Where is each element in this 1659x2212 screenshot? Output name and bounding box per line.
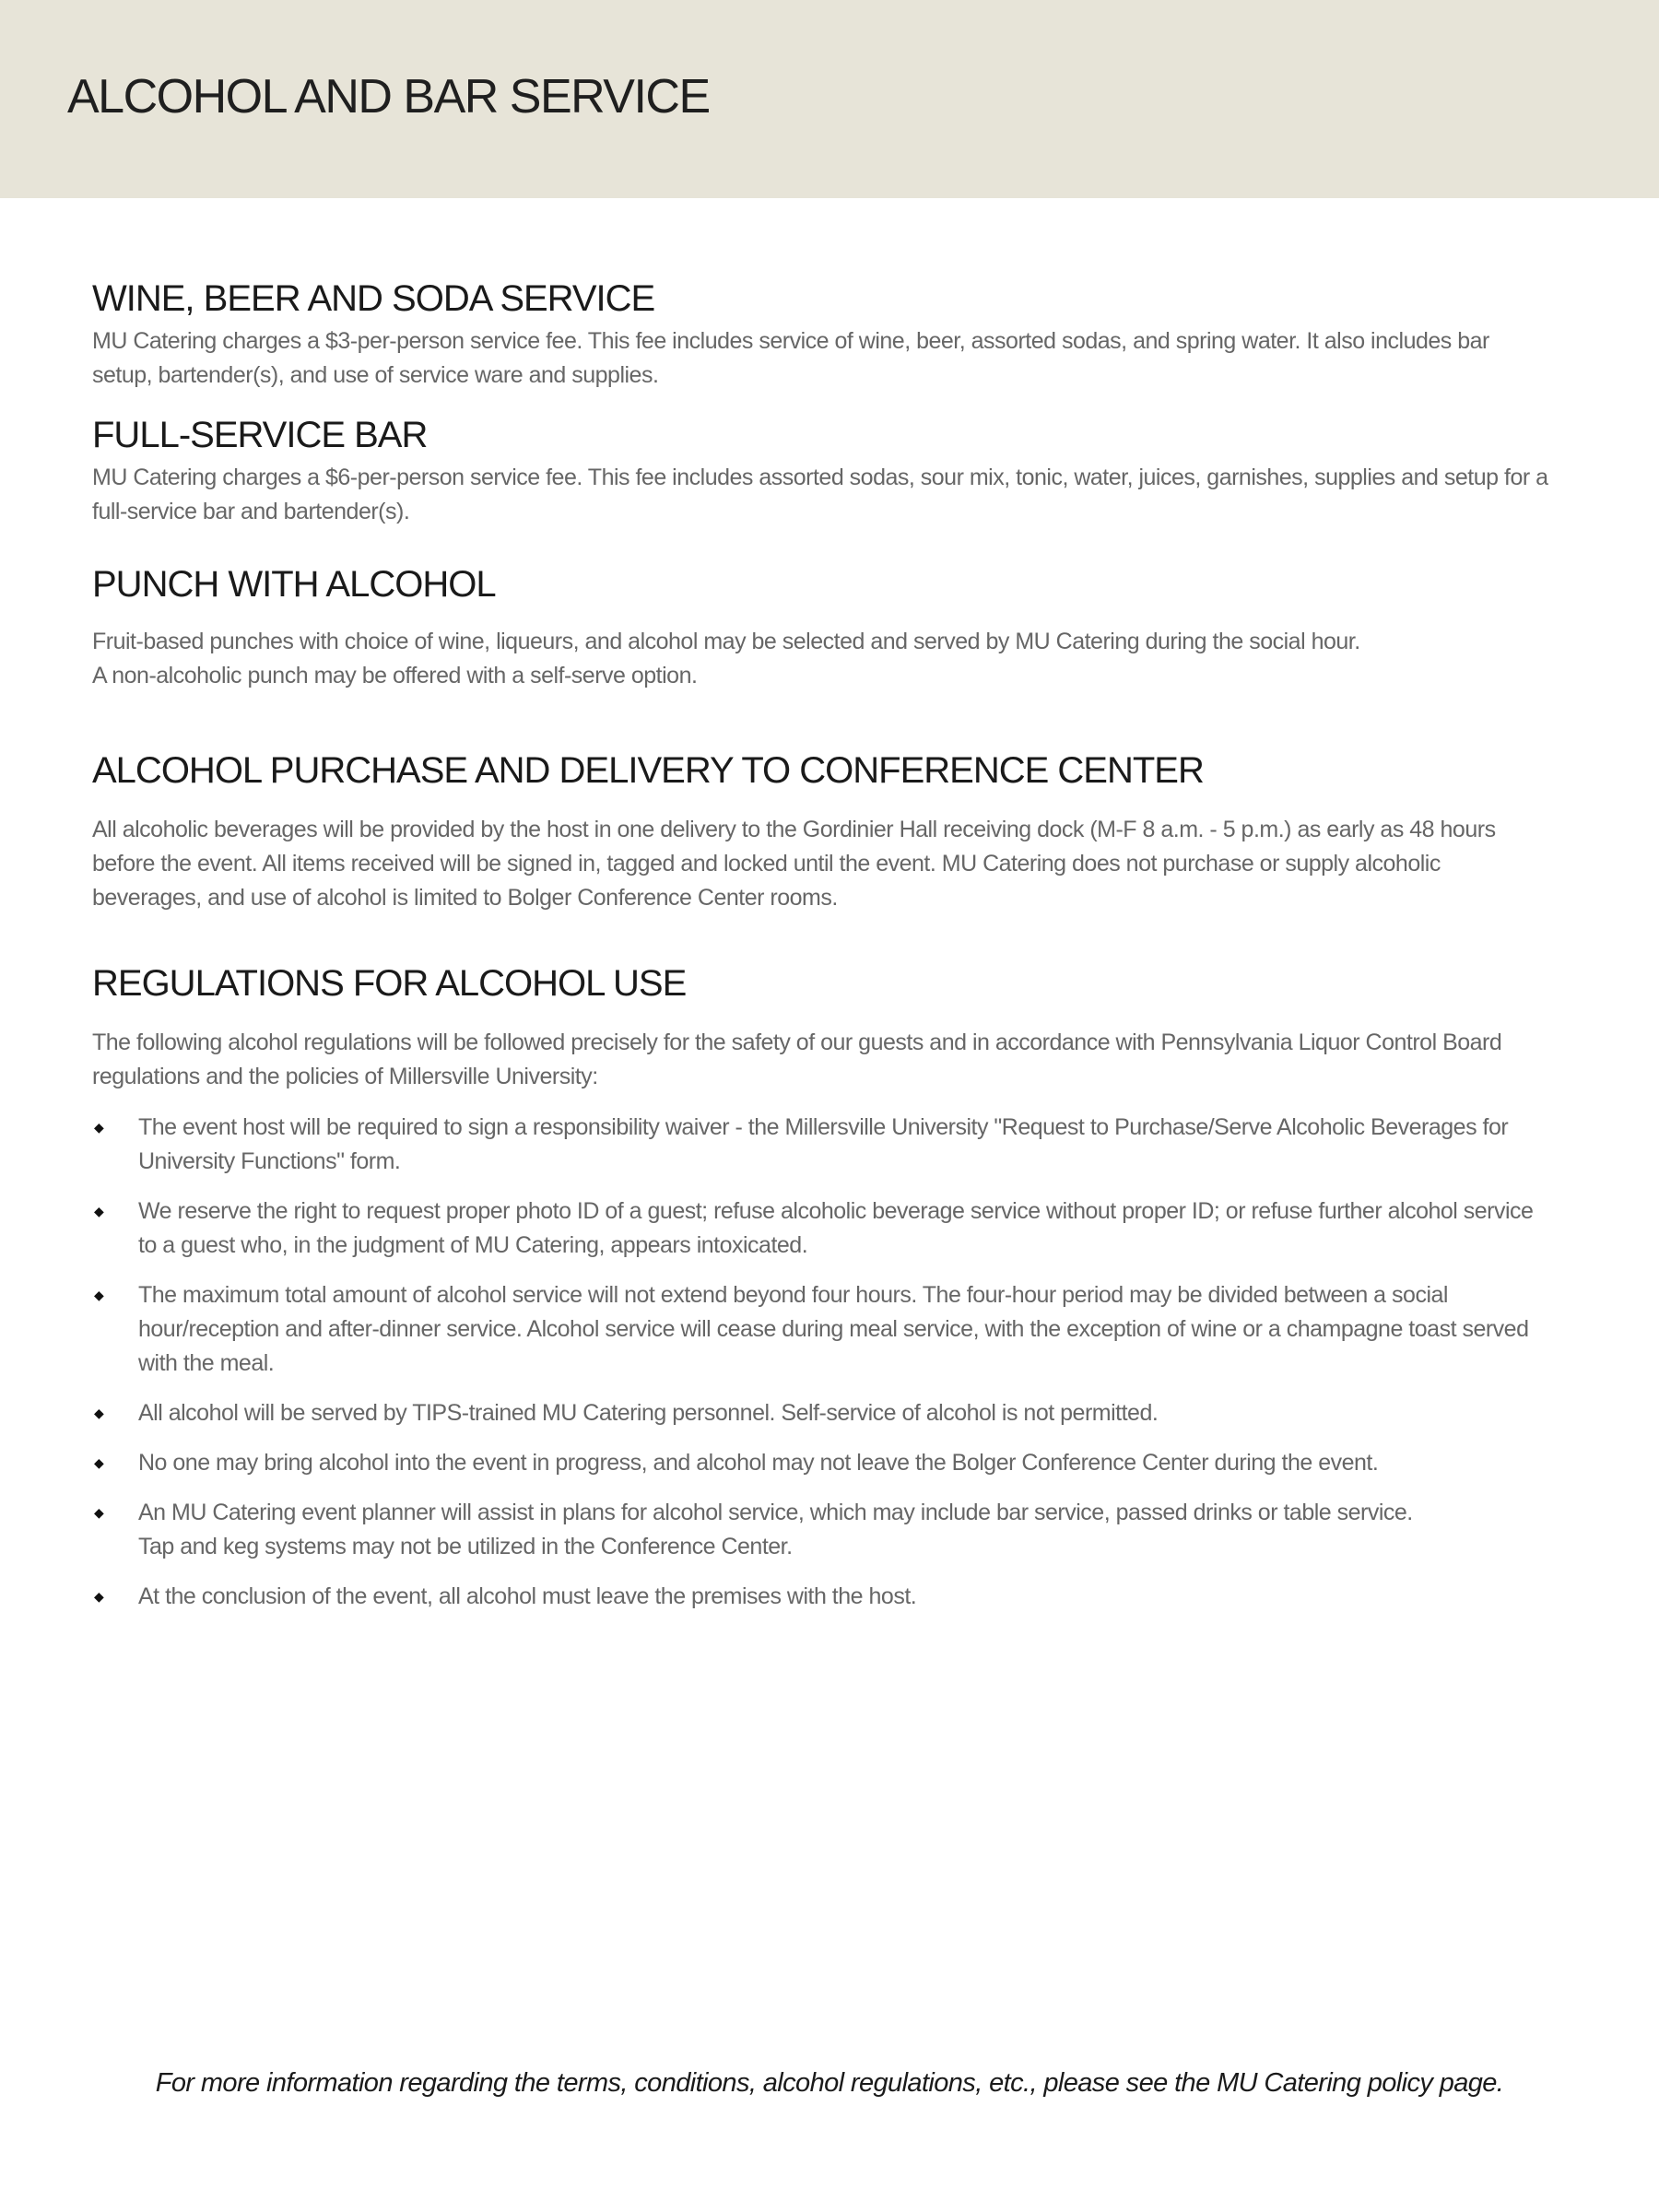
- section-wine-beer-soda: [92, 276, 1548, 393]
- section-body-line-2: A non-alcoholic punch may be offered with a self-serve option.: [92, 663, 698, 688]
- regulation-text: All alcohol will be served by TIPS-trained MU Catering personnel. Self-service of alcohol is not permitted.: [138, 1400, 1159, 1426]
- regulation-text: An MU Catering event planner will assist in plans for alcohol service, which may include bar service, passed drinks or table service.: [138, 1500, 1413, 1525]
- diamond-bullet-icon: ◆: [94, 1455, 104, 1470]
- header-band: [0, 0, 1659, 198]
- diamond-bullet-icon: ◆: [94, 1406, 104, 1420]
- regulation-text: At the conclusion of the event, all alcohol must leave the premises with the host.: [138, 1583, 917, 1609]
- regulation-text: The maximum total amount of alcohol service will not extend beyond four hours. The four-hour period may be divided between a social hour/reception and after-dinner service. Alcohol service will cease during meal service, with the exception of wine or a champagne toast served with the meal.: [138, 1282, 1529, 1376]
- section-body: MU Catering charges a $6-per-person service fee. This fee includes assorted sodas, sour mix, tonic, water, juices, garnishes, supplies and setup for a full-service bar and bartender(s).: [92, 465, 1548, 524]
- regulations-intro: The following alcohol regulations will be followed precisely for the safety of our guests and in accordance with Pennsylvania Liquor Control Board regulations and the policies of Millersville University:: [92, 1030, 1502, 1089]
- regulation-text: The event host will be required to sign a responsibility waiver - the Millersville University "Request to Purchase/Serve Alcoholic Beverages for University Functions" form.: [138, 1114, 1509, 1174]
- section-heading: PUNCH WITH ALCOHOL: [92, 564, 496, 605]
- section-heading: FULL-SERVICE BAR: [92, 415, 428, 455]
- section-regulations: [92, 961, 1548, 1614]
- diamond-bullet-icon: ◆: [94, 1288, 104, 1302]
- regulation-item: [92, 1496, 1548, 1564]
- regulation-item: [92, 1446, 1548, 1480]
- section-alcohol-purchase-delivery: [92, 748, 1548, 915]
- footer-note: For more information regarding the terms, conditions, alcohol regulations, etc., please see the MU Catering policy page.: [155, 2068, 1504, 2098]
- regulations-list: [92, 1111, 1548, 1614]
- section-full-service-bar: [92, 413, 1548, 529]
- main-content: [92, 276, 1548, 1630]
- diamond-bullet-icon: ◆: [94, 1505, 104, 1520]
- regulation-text: No one may bring alcohol into the event in progress, and alcohol may not leave the Bolger Conference Center during the event.: [138, 1450, 1379, 1476]
- section-body-line-1: Fruit-based punches with choice of wine, liqueurs, and alcohol may be selected and served by MU Catering during the social hour.: [92, 629, 1360, 654]
- section-body: All alcoholic beverages will be provided by the host in one delivery to the Gordinier Hall receiving dock (M-F 8 a.m. - 5 p.m.) as early as 48 hours before the event. All items received will be signed in, tagged and locked until the event. MU Catering does not purchase or supply alcoholic beverages, and use of alcohol is limited to Bolger Conference Center rooms.: [92, 817, 1496, 911]
- regulation-text: We reserve the right to request proper photo ID of a guest; refuse alcoholic beverage service without proper ID; or refuse further alcohol service to a guest who, in the judgment of MU Catering, appears intoxicated.: [138, 1198, 1534, 1258]
- diamond-bullet-icon: ◆: [94, 1204, 104, 1218]
- section-heading: WINE, BEER AND SODA SERVICE: [92, 278, 655, 319]
- diamond-bullet-icon: ◆: [94, 1120, 104, 1135]
- regulation-item: [92, 1194, 1548, 1263]
- regulation-item: [92, 1278, 1548, 1381]
- page-title: ALCOHOL AND BAR SERVICE: [67, 70, 710, 124]
- regulation-item: [92, 1580, 1548, 1614]
- section-heading: REGULATIONS FOR ALCOHOL USE: [92, 963, 687, 1004]
- section-body: MU Catering charges a $3-per-person service fee. This fee includes service of wine, beer, assorted sodas, and spring water. It also includes bar setup, bartender(s), and use of service ware and supplies.: [92, 328, 1489, 388]
- regulation-item: [92, 1111, 1548, 1179]
- section-heading: ALCOHOL PURCHASE AND DELIVERY TO CONFERENCE CENTER: [92, 750, 1204, 791]
- section-punch-with-alcohol: [92, 562, 1548, 693]
- regulation-text-continued: Tap and keg systems may not be utilized in the Conference Center.: [138, 1534, 793, 1559]
- diamond-bullet-icon: ◆: [94, 1589, 104, 1604]
- regulation-item: [92, 1396, 1548, 1430]
